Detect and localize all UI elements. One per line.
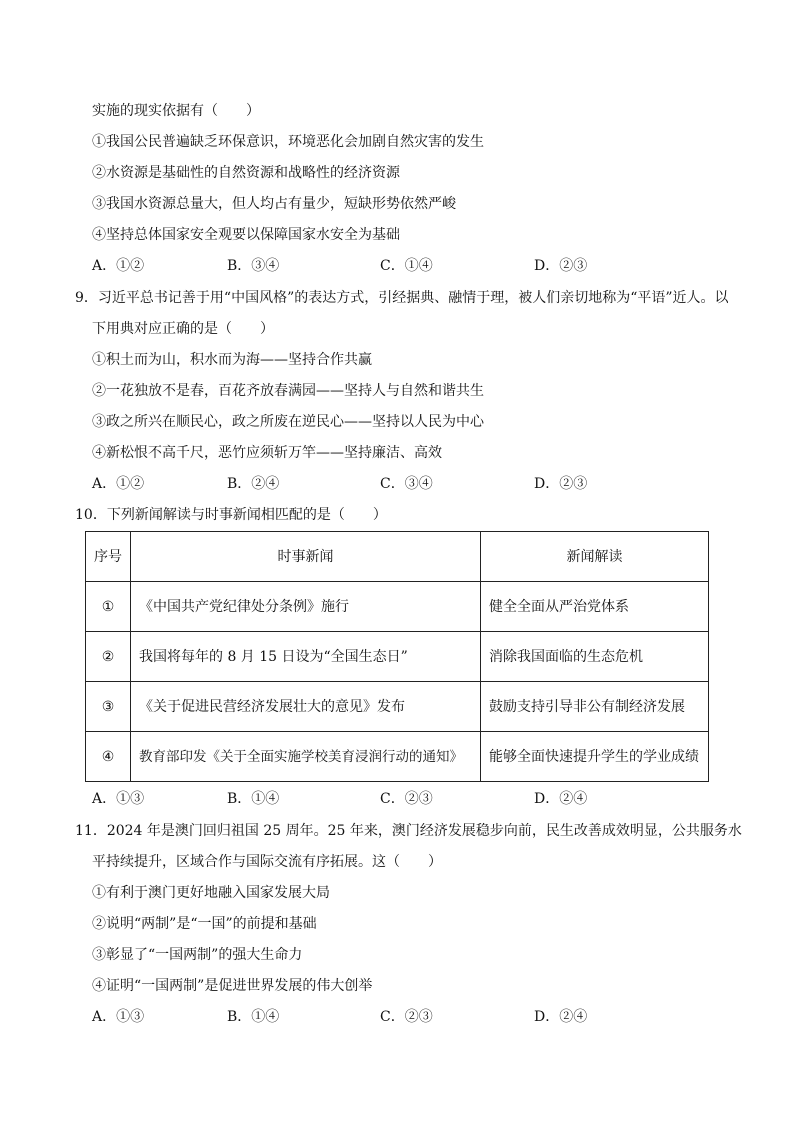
row-interpretation: 健全全面从严治党体系 [481, 582, 709, 632]
q10-option-d: D．②④ [534, 791, 588, 807]
q9-stem-line1: 9．习近平总书记善于用“中国风格”的表达方式，引经据典、融情于理，被人们亲切地称为“平语”近人。以 [75, 290, 729, 306]
row-number: ③ [86, 682, 131, 732]
q9-item-3: ③政之所兴在顺民心，政之所废在逆民心——坚持以人民为中心 [92, 414, 484, 430]
table-row [86, 582, 709, 632]
header-news: 时事新闻 [131, 532, 481, 582]
news-table [85, 531, 709, 782]
q8-stem: 实施的现实依据有（ ） [92, 103, 260, 119]
q11-option-c: C．②③ [380, 1009, 433, 1025]
q10-stem: 10．下列新闻解读与时事新闻相匹配的是（ ） [75, 507, 387, 523]
q11-option-b: B．①④ [227, 1009, 280, 1025]
q9-item-2: ②一花独放不是春，百花齐放春满园——坚持人与自然和谐共生 [92, 383, 484, 399]
q9-item-1: ①积土而为山，积水而为海——坚持合作共赢 [92, 352, 372, 368]
row-number: ① [86, 582, 131, 632]
q9-option-b: B．②④ [227, 476, 280, 492]
row-news: 我国将每年的 8 月 15 日设为“全国生态日” [131, 632, 481, 682]
q11-option-a: A．①③ [92, 1009, 145, 1025]
q11-item-4: ④证明“一国两制”是促进世界发展的伟大创举 [92, 978, 373, 994]
q9-option-a: A．①② [92, 476, 145, 492]
row-news: 《中国共产党纪律处分条例》施行 [131, 582, 481, 632]
q11-option-d: D．②④ [534, 1009, 588, 1025]
q10-option-a: A．①③ [92, 791, 145, 807]
q11-stem-line1: 11．2024 年是澳门回归祖国 25 周年。25 年来，澳门经济发展稳步向前，民生改善成效明显，公共服务水 [75, 823, 742, 839]
q8-item-4: ④坚持总体国家安全观要以保障国家水安全为基础 [92, 227, 400, 243]
q11-item-2: ②说明“两制”是“一国”的前提和基础 [92, 916, 317, 932]
q9-option-d: D．②③ [534, 476, 588, 492]
row-number: ④ [86, 732, 131, 782]
table-row [86, 632, 709, 682]
row-interpretation: 能够全面快速提升学生的学业成绩 [481, 732, 709, 782]
q11-item-3: ③彰显了“一国两制”的强大生命力 [92, 947, 303, 963]
q11-stem-line2: 平持续提升，区域合作与国际交流有序拓展。这（ ） [92, 854, 442, 870]
table-row [86, 732, 709, 782]
row-number: ② [86, 632, 131, 682]
q8-option-a: A．①② [92, 258, 145, 274]
row-news: 教育部印发《关于全面实施学校美育浸润行动的通知》 [131, 732, 481, 782]
header-interpretation: 新闻解读 [481, 532, 709, 582]
q8-option-b: B．③④ [227, 258, 280, 274]
q8-item-2: ②水资源是基础性的自然资源和战略性的经济资源 [92, 165, 400, 181]
q8-option-c: C．①④ [380, 258, 433, 274]
row-news: 《关于促进民营经济发展壮大的意见》发布 [131, 682, 481, 732]
q9-item-4: ④新松恨不高千尺，恶竹应须斩万竿——坚持廉洁、高效 [92, 445, 442, 461]
header-number: 序号 [86, 532, 131, 582]
row-interpretation: 鼓励支持引导非公有制经济发展 [481, 682, 709, 732]
q8-item-3: ③我国水资源总量大，但人均占有量少，短缺形势依然严峻 [92, 196, 456, 212]
q9-option-c: C．③④ [380, 476, 433, 492]
q10-option-c: C．②③ [380, 791, 433, 807]
q8-item-1: ①我国公民普遍缺乏环保意识，环境恶化会加剧自然灾害的发生 [92, 134, 484, 150]
table-row [86, 682, 709, 732]
q9-stem-line2: 下用典对应正确的是（ ） [92, 321, 274, 337]
q10-option-b: B．①④ [227, 791, 280, 807]
table-header-row [86, 532, 709, 582]
q11-item-1: ①有利于澳门更好地融入国家发展大局 [92, 885, 330, 901]
q8-option-d: D．②③ [534, 258, 588, 274]
row-interpretation: 消除我国面临的生态危机 [481, 632, 709, 682]
